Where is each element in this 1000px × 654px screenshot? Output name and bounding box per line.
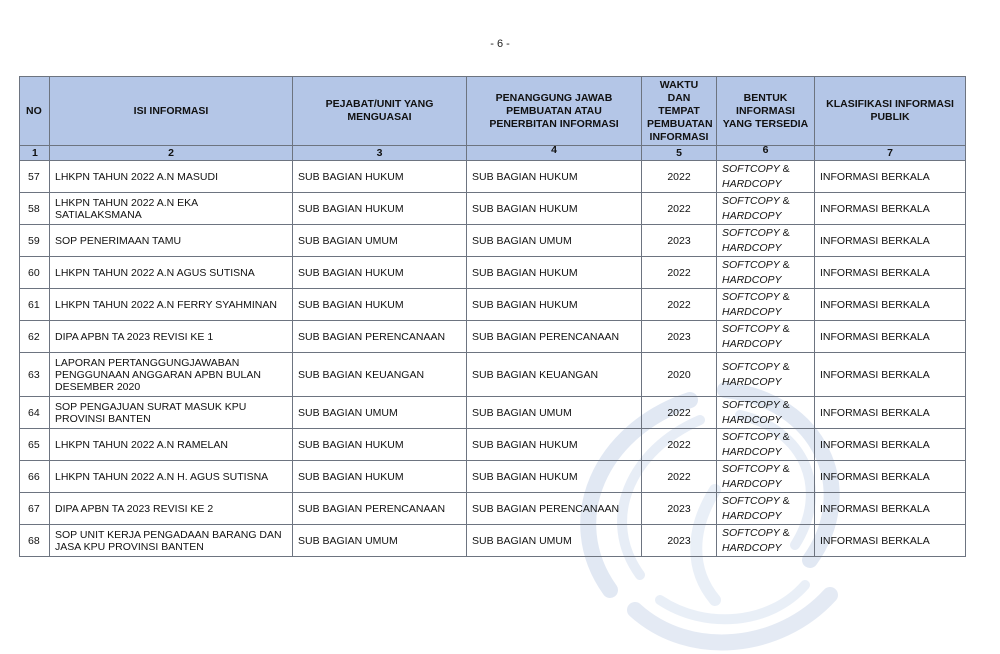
cell-waktu: 2023 (642, 225, 717, 257)
ampersand: & (779, 526, 790, 539)
cell-isi-informasi: LHKPN TAHUN 2022 A.N AGUS SUTISNA (50, 257, 293, 289)
header-pejabat-unit: PEJABAT/UNIT YANG MENGUASAI (293, 77, 467, 146)
cell-no: 60 (20, 257, 50, 289)
cell-isi-informasi: LHKPN TAHUN 2022 A.N MASUDI (50, 161, 293, 193)
softcopy-text: SOFTCOPY (722, 526, 780, 539)
cell-klasifikasi: INFORMASI BERKALA (815, 161, 966, 193)
cell-klasifikasi: INFORMASI BERKALA (815, 321, 966, 353)
cell-bentuk (717, 321, 815, 353)
hardcopy-text: HARDCOPY (722, 375, 782, 388)
cell-no: 65 (20, 429, 50, 461)
cell-waktu: 2022 (642, 257, 717, 289)
cell-penanggung-jawab: SUB BAGIAN PERENCANAAN (467, 321, 642, 353)
table-row (20, 289, 966, 321)
cell-bentuk (717, 525, 815, 557)
cell-no: 59 (20, 225, 50, 257)
cell-pejabat: SUB BAGIAN HUKUM (293, 289, 467, 321)
cell-isi-informasi: SOP PENERIMAAN TAMU (50, 225, 293, 257)
cell-penanggung-jawab: SUB BAGIAN HUKUM (467, 289, 642, 321)
ampersand: & (779, 360, 790, 373)
cell-bentuk (717, 161, 815, 193)
cell-klasifikasi: INFORMASI BERKALA (815, 429, 966, 461)
softcopy-text: SOFTCOPY (722, 462, 780, 475)
cell-bentuk (717, 225, 815, 257)
ampersand: & (779, 322, 790, 335)
cell-no: 61 (20, 289, 50, 321)
table-row (20, 161, 966, 193)
cell-penanggung-jawab: SUB BAGIAN KEUANGAN (467, 353, 642, 397)
ampersand: & (779, 462, 790, 475)
cell-pejabat: SUB BAGIAN UMUM (293, 397, 467, 429)
cell-bentuk (717, 193, 815, 225)
cell-waktu: 2022 (642, 289, 717, 321)
header-no: NO (20, 77, 50, 146)
softcopy-text: SOFTCOPY (722, 360, 780, 373)
hardcopy-text: HARDCOPY (722, 541, 782, 554)
softcopy-text: SOFTCOPY (722, 194, 780, 207)
cell-waktu: 2022 (642, 193, 717, 225)
cell-waktu: 2020 (642, 353, 717, 397)
cell-waktu: 2023 (642, 321, 717, 353)
column-number: 6 (717, 146, 815, 161)
table-row (20, 525, 966, 557)
table-header-row (20, 77, 966, 146)
ampersand: & (779, 430, 790, 443)
cell-isi-informasi: LHKPN TAHUN 2022 A.N FERRY SYAHMINAN (50, 289, 293, 321)
cell-no: 64 (20, 397, 50, 429)
column-number: 1 (20, 146, 50, 161)
header-penanggung-jawab: PENANGGUNG JAWAB PEMBUATAN ATAU PENERBITAN INFORMASI (467, 77, 642, 146)
softcopy-text: SOFTCOPY (722, 162, 780, 175)
cell-penanggung-jawab: SUB BAGIAN UMUM (467, 397, 642, 429)
column-number-row (20, 146, 966, 161)
cell-penanggung-jawab: SUB BAGIAN UMUM (467, 525, 642, 557)
cell-waktu: 2023 (642, 525, 717, 557)
table-row (20, 353, 966, 397)
ampersand: & (779, 258, 790, 271)
hardcopy-text: HARDCOPY (722, 477, 782, 490)
table-row (20, 225, 966, 257)
cell-penanggung-jawab: SUB BAGIAN HUKUM (467, 257, 642, 289)
cell-pejabat: SUB BAGIAN HUKUM (293, 161, 467, 193)
cell-no: 57 (20, 161, 50, 193)
hardcopy-text: HARDCOPY (722, 337, 782, 350)
cell-isi-informasi: SOP UNIT KERJA PENGADAAN BARANG DAN JASA KPU PROVINSI BANTEN (50, 525, 293, 557)
softcopy-text: SOFTCOPY (722, 290, 780, 303)
hardcopy-text: HARDCOPY (722, 273, 782, 286)
cell-waktu: 2022 (642, 161, 717, 193)
cell-no: 63 (20, 353, 50, 397)
cell-no: 58 (20, 193, 50, 225)
cell-klasifikasi: INFORMASI BERKALA (815, 193, 966, 225)
cell-penanggung-jawab: SUB BAGIAN UMUM (467, 225, 642, 257)
cell-klasifikasi: INFORMASI BERKALA (815, 397, 966, 429)
cell-waktu: 2022 (642, 461, 717, 493)
cell-bentuk (717, 429, 815, 461)
softcopy-text: SOFTCOPY (722, 258, 780, 271)
cell-klasifikasi: INFORMASI BERKALA (815, 493, 966, 525)
cell-pejabat: SUB BAGIAN HUKUM (293, 429, 467, 461)
ampersand: & (779, 162, 790, 175)
hardcopy-text: HARDCOPY (722, 209, 782, 222)
cell-pejabat: SUB BAGIAN HUKUM (293, 193, 467, 225)
cell-penanggung-jawab: SUB BAGIAN PERENCANAAN (467, 493, 642, 525)
softcopy-text: SOFTCOPY (722, 430, 780, 443)
cell-penanggung-jawab: SUB BAGIAN HUKUM (467, 193, 642, 225)
ampersand: & (779, 194, 790, 207)
softcopy-text: SOFTCOPY (722, 322, 780, 335)
cell-no: 67 (20, 493, 50, 525)
cell-pejabat: SUB BAGIAN PERENCANAAN (293, 321, 467, 353)
cell-isi-informasi: DIPA APBN TA 2023 REVISI KE 2 (50, 493, 293, 525)
cell-pejabat: SUB BAGIAN HUKUM (293, 257, 467, 289)
cell-klasifikasi: INFORMASI BERKALA (815, 353, 966, 397)
hardcopy-text: HARDCOPY (722, 445, 782, 458)
cell-pejabat: SUB BAGIAN HUKUM (293, 461, 467, 493)
softcopy-text: SOFTCOPY (722, 494, 780, 507)
cell-bentuk (717, 397, 815, 429)
cell-bentuk (717, 493, 815, 525)
ampersand: & (779, 494, 790, 507)
cell-penanggung-jawab: SUB BAGIAN HUKUM (467, 461, 642, 493)
cell-no: 62 (20, 321, 50, 353)
softcopy-text: SOFTCOPY (722, 398, 780, 411)
cell-isi-informasi: LAPORAN PERTANGGUNGJAWABAN PENGGUNAAN ANGGARAN APBN BULAN DESEMBER 2020 (50, 353, 293, 397)
cell-pejabat: SUB BAGIAN KEUANGAN (293, 353, 467, 397)
cell-isi-informasi: LHKPN TAHUN 2022 A.N EKA SATIALAKSMANA (50, 193, 293, 225)
cell-pejabat: SUB BAGIAN PERENCANAAN (293, 493, 467, 525)
table-row (20, 429, 966, 461)
table-row (20, 397, 966, 429)
column-number: 5 (642, 146, 717, 161)
cell-bentuk (717, 289, 815, 321)
column-number: 7 (815, 146, 966, 161)
cell-bentuk (717, 461, 815, 493)
cell-waktu: 2022 (642, 429, 717, 461)
header-isi-informasi: ISI INFORMASI (50, 77, 293, 146)
hardcopy-text: HARDCOPY (722, 413, 782, 426)
cell-waktu: 2023 (642, 493, 717, 525)
table-row (20, 257, 966, 289)
cell-isi-informasi: DIPA APBN TA 2023 REVISI KE 1 (50, 321, 293, 353)
table-row (20, 193, 966, 225)
cell-klasifikasi: INFORMASI BERKALA (815, 525, 966, 557)
page-number: - 6 - (490, 38, 510, 50)
hardcopy-text: HARDCOPY (722, 509, 782, 522)
information-table (19, 76, 966, 557)
cell-isi-informasi: LHKPN TAHUN 2022 A.N RAMELAN (50, 429, 293, 461)
header-waktu-tempat: WAKTU DAN TEMPAT PEMBUATAN INFORMASI (642, 77, 717, 146)
cell-klasifikasi: INFORMASI BERKALA (815, 257, 966, 289)
table-row (20, 493, 966, 525)
cell-klasifikasi: INFORMASI BERKALA (815, 461, 966, 493)
cell-bentuk (717, 257, 815, 289)
cell-no: 68 (20, 525, 50, 557)
header-bentuk-informasi: BENTUK INFORMASI YANG TERSEDIA (717, 77, 815, 146)
ampersand: & (779, 290, 790, 303)
ampersand: & (779, 226, 790, 239)
table-row (20, 461, 966, 493)
cell-penanggung-jawab: SUB BAGIAN HUKUM (467, 429, 642, 461)
cell-pejabat: SUB BAGIAN UMUM (293, 225, 467, 257)
column-number: 4 (467, 146, 642, 161)
table-row (20, 321, 966, 353)
cell-waktu: 2022 (642, 397, 717, 429)
cell-klasifikasi: INFORMASI BERKALA (815, 289, 966, 321)
header-klasifikasi: KLASIFIKASI INFORMASI PUBLIK (815, 77, 966, 146)
cell-pejabat: SUB BAGIAN UMUM (293, 525, 467, 557)
hardcopy-text: HARDCOPY (722, 177, 782, 190)
ampersand: & (779, 398, 790, 411)
cell-no: 66 (20, 461, 50, 493)
cell-isi-informasi: SOP PENGAJUAN SURAT MASUK KPU PROVINSI BANTEN (50, 397, 293, 429)
hardcopy-text: HARDCOPY (722, 305, 782, 318)
cell-penanggung-jawab: SUB BAGIAN HUKUM (467, 161, 642, 193)
cell-bentuk (717, 353, 815, 397)
softcopy-text: SOFTCOPY (722, 226, 780, 239)
cell-klasifikasi: INFORMASI BERKALA (815, 225, 966, 257)
cell-isi-informasi: LHKPN TAHUN 2022 A.N H. AGUS SUTISNA (50, 461, 293, 493)
column-number: 3 (293, 146, 467, 161)
column-number: 2 (50, 146, 293, 161)
hardcopy-text: HARDCOPY (722, 241, 782, 254)
